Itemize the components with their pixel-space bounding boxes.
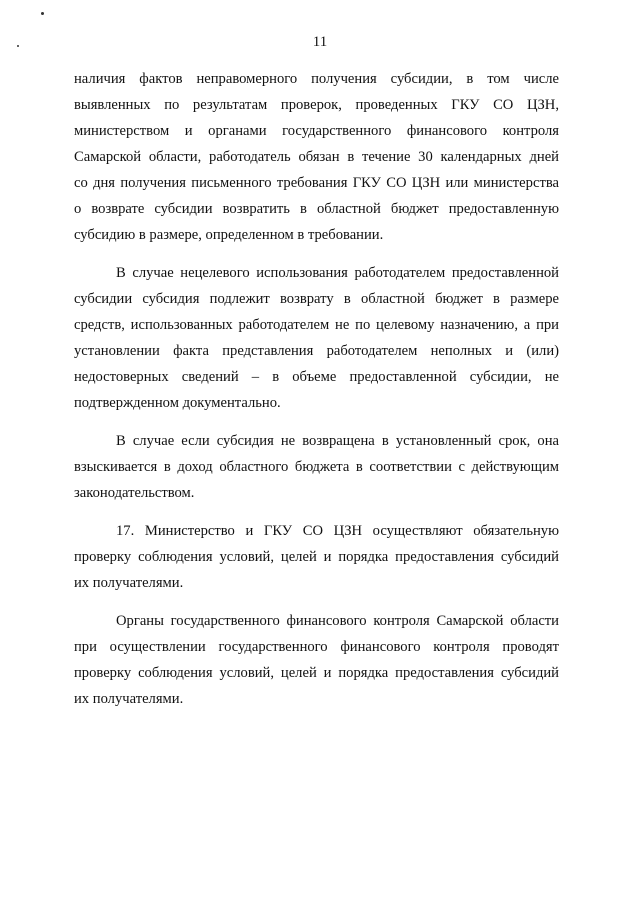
text-line: взыскивается в доход областного бюджета в соответствии с действующим: [74, 459, 559, 475]
text-line: наличия фактов неправомерного получения субсидии, в том числе: [74, 71, 559, 87]
text-line: установлении факта представления работодателем неполных и (или): [74, 343, 559, 359]
text-line: со дня получения письменного требования ГКУ СО ЦЗН или министерства: [74, 175, 559, 191]
document-body: [74, 66, 559, 724]
text-line: их получателями.: [74, 575, 184, 591]
scan-speck: [41, 12, 44, 15]
text-line: проверку соблюдения условий, целей и порядка предоставления субсидий: [74, 549, 559, 565]
text-line: субсидию в размере, определенном в требовании.: [74, 227, 384, 243]
paragraph-recovery: [74, 428, 559, 506]
text-line: 17. Министерство и ГКУ СО ЦЗН осуществляют обязательную: [116, 523, 559, 539]
text-line: Самарской области, работодатель обязан в течение 30 календарных дней: [74, 149, 559, 165]
text-line: подтвержденном документально.: [74, 395, 281, 411]
paragraph-subsidy-return: [74, 66, 559, 248]
text-line: их получателями.: [74, 691, 184, 707]
paragraph-misuse: [74, 260, 559, 416]
paragraph-financial-control: [74, 608, 559, 712]
text-line: выявленных по результатам проверок, проведенных ГКУ СО ЦЗН,: [74, 97, 559, 113]
text-line: средств, использованных работодателем не по целевому назначению, а при: [74, 317, 559, 333]
text-line: В случае нецелевого использования работодателем предоставленной: [116, 265, 559, 281]
text-line: законодательством.: [74, 485, 195, 501]
text-line: субсидии субсидия подлежит возврату в областной бюджет в размере: [74, 291, 559, 307]
text-line: недостоверных сведений – в объеме предоставленной субсидии, не: [74, 369, 559, 385]
text-line: Органы государственного финансового контроля Самарской области: [116, 613, 559, 629]
text-line: министерством и органами государственного финансового контроля: [74, 123, 559, 139]
text-line: проверку соблюдения условий, целей и порядка предоставления субсидий: [74, 665, 559, 681]
text-line: при осуществлении государственного финансового контроля проводят: [74, 639, 559, 655]
page-number: 11: [312, 34, 328, 50]
text-line: В случае если субсидия не возвращена в установленный срок, она: [116, 433, 559, 449]
paragraph-clause-17: [74, 518, 559, 596]
text-line: о возврате субсидии возвратить в областной бюджет предоставленную: [74, 201, 559, 217]
